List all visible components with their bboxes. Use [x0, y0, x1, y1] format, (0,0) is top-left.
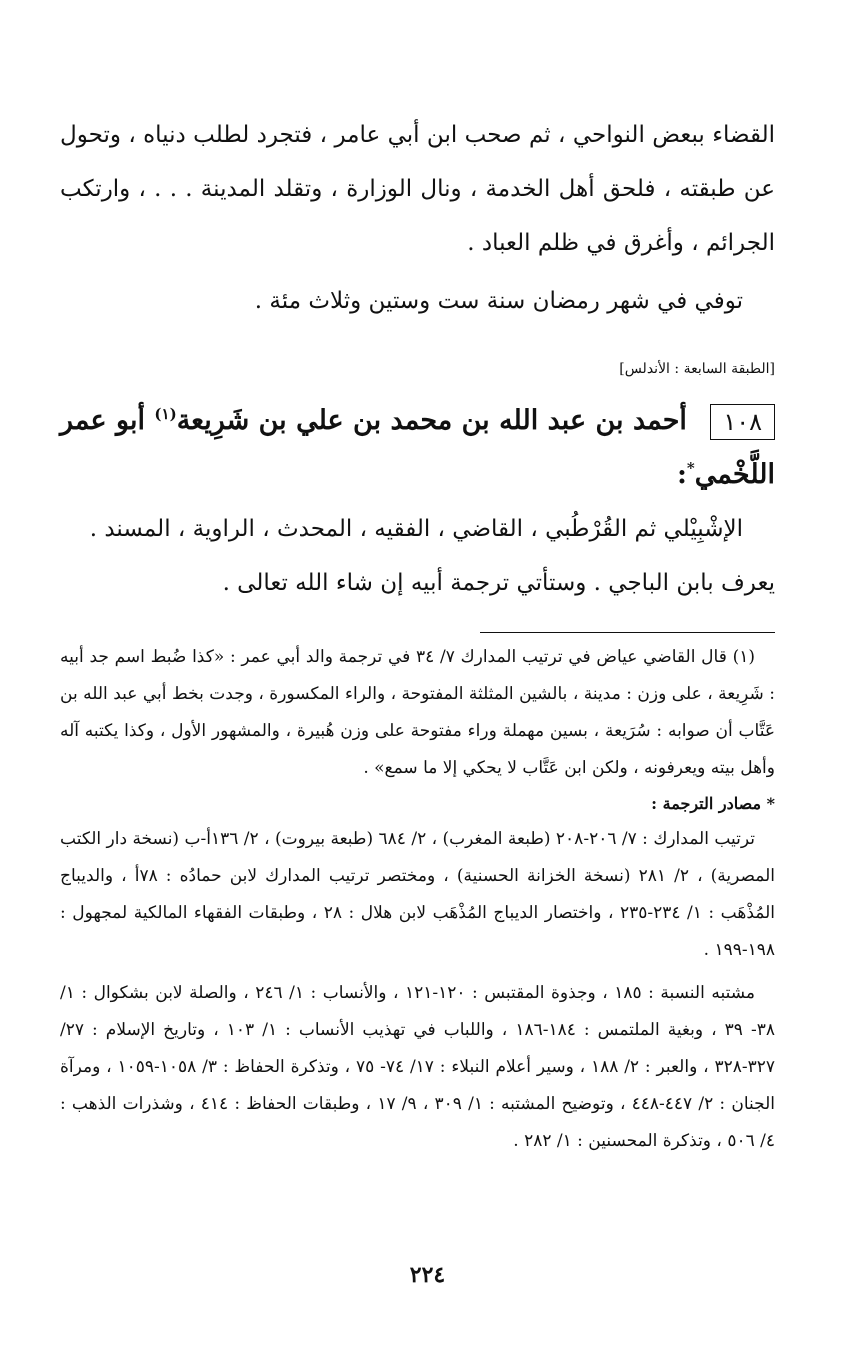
- sources-marker[interactable]: *: [686, 459, 695, 477]
- page-number: ٢٢٤: [409, 1262, 446, 1288]
- entry-title-part1: أحمد بن عبد الله بن محمد بن علي بن شَرِيعة: [176, 405, 687, 436]
- entry-title: [60, 394, 775, 502]
- entry-title-colon: :: [676, 459, 687, 490]
- entry-title-part2: أبو عمر اللَّخْمي: [60, 405, 775, 490]
- entry-number-box: ١٠٨: [710, 404, 775, 440]
- body-paragraph-1: القضاء ببعض النواحي ، ثم صحب ابن أبي عامر ، فتجرد لطلب دنياه ، وتحول عن طبقته ، فلحق أهل الخدمة ، ونال الوزارة ، وتقلد المدينة . . . ، وارتكب الجرائم ، وأغرق في ظلم العباد .: [60, 122, 775, 256]
- entry-description-1: الإشْبِيْلي ثم القُرْطُبي ، القاضي ، الفقيه ، المحدث ، الراوية ، المسند .: [89, 516, 743, 542]
- section-label: [الطبقة السابعة : الأندلس]: [619, 361, 775, 377]
- entry-description-2: يعرف بابن الباجي . وستأتي ترجمة أبيه إن شاء الله تعالى .: [222, 570, 775, 596]
- page-content: [60, 108, 775, 1160]
- footnote-marker[interactable]: (١): [154, 405, 177, 423]
- sources-heading: * مصادر الترجمة :: [651, 794, 775, 813]
- body-paragraph-2: توفي في شهر رمضان سنة ست وستين وثلاث مئة .: [254, 288, 743, 314]
- sources-paragraph-2: مشتبه النسبة : ١٨٥ ، وجذوة المقتبس : ١٢٠-١٢١ ، والأنساب : ١/ ٢٤٦ ، والصلة لابن بشكوال : ١/ ٣٨- ٣٩ ، وبغية الملتمس : ١٨٤-١٨٦ ، واللباب في تهذيب الأنساب : ١/ ١٠٣ ، وتاريخ الإسلام : ٢٧/ ٣٢٧-٣٢٨ ، والعبر : ٢/ ١٨٨ ، وسير أعلام النبلاء : ١٧/ ٧٤- ٧٥ ، وتذكرة الحفاظ : ٣/ ١٠٥٨-١٠٥٩ ، ومرآة الجنان : ٢/ ٤٤٧-٤٤٨ ، وتوضيح المشتبه : ١/ ٣٠٩ ، ٩/ ١٧ ، وطبقات الحفاظ : ٤١٤ ، وشذرات الذهب : ٤/ ٥٠٦ ، وتذكرة المحسنين : ١/ ٢٨٢ .: [60, 983, 776, 1151]
- footnote-divider: [480, 632, 775, 633]
- footnote-1: (١) قال القاضي عياض في ترتيب المدارك ٧/ ٣٤ في ترجمة والد أبي عمر : «كذا ضُبط اسم جد أبيه : شَرِيعة ، على وزن : مدينة ، بالشين المثلثة المفتوحة ، والراء المكسورة ، وجدت بخط أبي عبد الله بن عَتَّاب أن صوابه : سُرَيعة ، بسين مهملة وراء مفتوحة على وزن هُبيرة ، والمشهور الأول ، وكذا يكتبه آله وأهل بيته ويعرفونه ، ولكن ابن عَتَّاب لا يحكي إلا ما سمع» .: [60, 647, 775, 778]
- sources-paragraph-1: ترتيب المدارك : ٧/ ٢٠٦-٢٠٨ (طبعة المغرب) ، ٢/ ٦٨٤ (طبعة بيروت) ، ٢/ ١٣٦أ-ب (نسخة دار الكتب المصرية) ، ٢/ ٢٨١ (نسخة الخزانة الحسنية) ، ومختصر ترتيب المدارك لابن حمادُه : ٧٨أ ، والديباج المُذْهَب : ١/ ٢٣٤-٢٣٥ ، واختصار الديباج المُذْهَب لابن هلال : ٢٨ ، وطبقات الفقهاء المالكية لمجهول : ١٩٨-١٩٩ .: [60, 829, 775, 960]
